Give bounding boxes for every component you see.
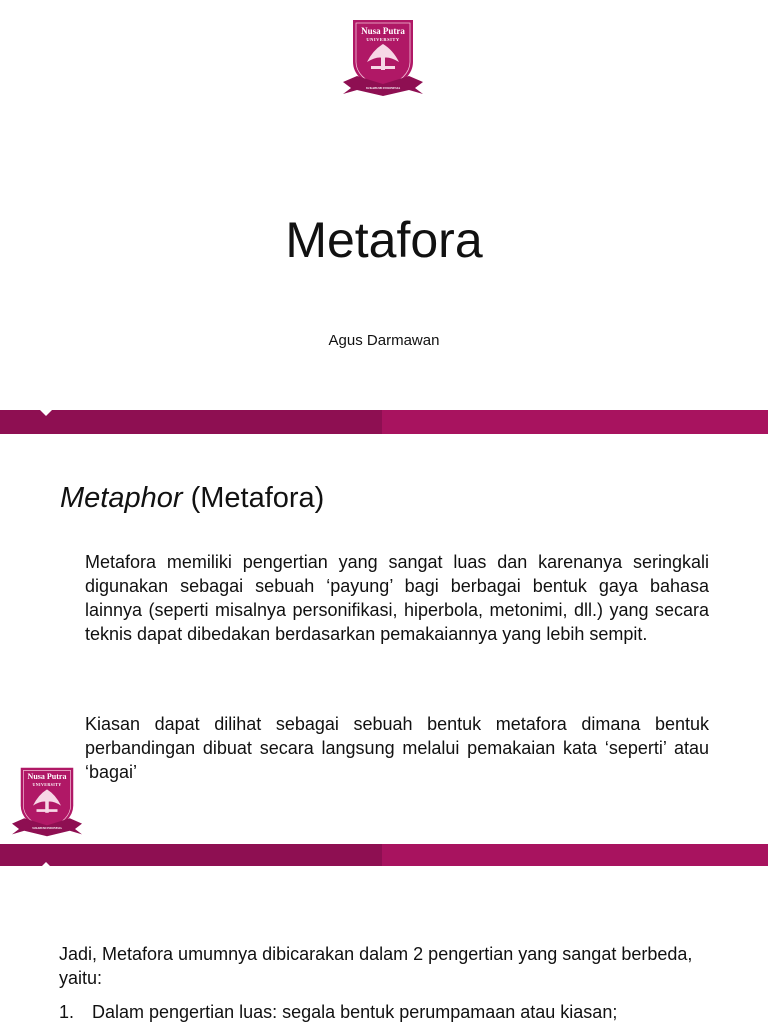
- heading-italic: Metaphor: [60, 482, 183, 514]
- slide-divider: [0, 410, 768, 434]
- heading-rest: (Metafora): [182, 482, 325, 514]
- paragraph: Metafora memiliki pengertian yang sangat luas dan karenanya seringkali digunakan sebagai sebuah ‘payung’ bagi berbagai bentuk gaya bahasa lainnya (seperti misalnya personifikasi, hiperbola, metonimi, dll.) yang secara teknis dapat dibedakan berdasarkan pemakaiannya yang lebih sempit.: [85, 552, 709, 644]
- logo-name: Nusa Putra: [361, 26, 405, 36]
- logo-ribbon: SUKABUMI INDONESIA: [365, 86, 401, 90]
- university-logo: [343, 18, 423, 98]
- logo-subname: UNIVERSITY: [32, 782, 62, 787]
- logo-subname: UNIVERSITY: [366, 37, 400, 42]
- slide-heading: [60, 480, 324, 516]
- list-text: Dalam pengertian luas: segala bentuk perumpamaan atau kiasan;: [92, 1002, 618, 1022]
- list-item: [59, 1000, 617, 1024]
- slide-title: Metafora: [285, 212, 483, 268]
- university-logo: [12, 766, 82, 838]
- paragraph: Jadi, Metafora umumnya dibicarakan dalam 2 pengertian yang sangat berbeda, yaitu:: [59, 944, 693, 988]
- list-number: 1.: [59, 1002, 75, 1022]
- paragraph: Kiasan dapat dilihat sebagai sebuah bentuk metafora dimana bentuk perbandingan dibuat secara langsung melalui pemakaian kata ‘seperti’ atau ‘bagai’: [85, 714, 709, 782]
- logo-ribbon: SUKABUMI INDONESIA: [32, 827, 62, 830]
- slide-divider: [0, 844, 768, 868]
- author-name: Agus Darmawan: [328, 332, 440, 349]
- logo-name: Nusa Putra: [27, 772, 67, 781]
- title-slide: [0, 0, 768, 410]
